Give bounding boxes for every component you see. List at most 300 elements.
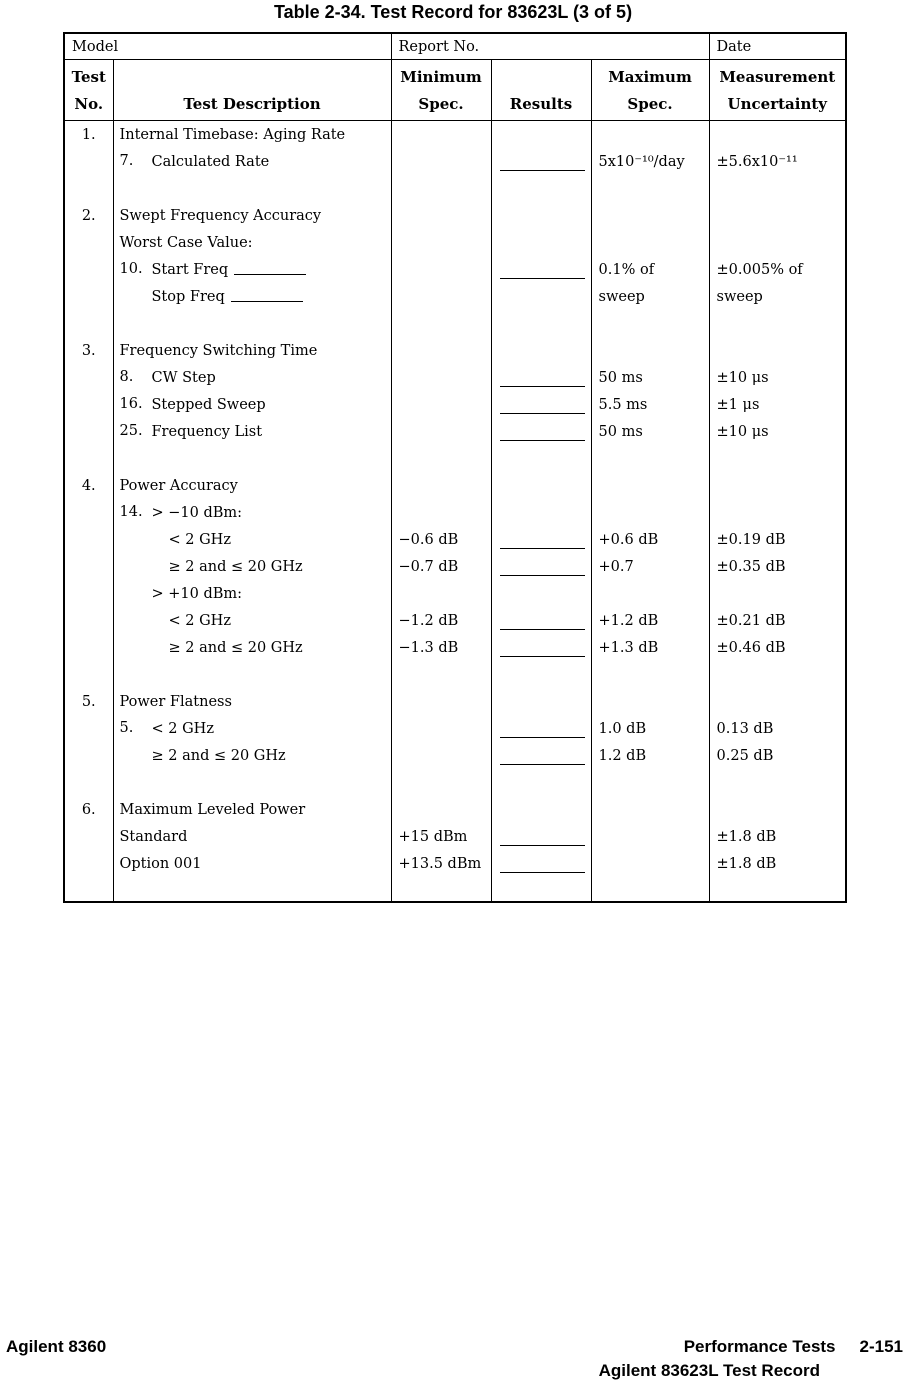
results-blank — [500, 746, 585, 765]
min-spec-cell — [391, 634, 491, 661]
description-text: Frequency Switching Time — [119, 343, 318, 359]
min-spec-cell — [391, 121, 491, 149]
test-no-cell — [64, 742, 113, 769]
spacer-row — [64, 769, 846, 796]
results-cell — [491, 202, 591, 229]
max-spec-value: +0.7 — [598, 559, 634, 575]
min-spec-cell — [391, 283, 491, 310]
test-number: 6. — [81, 802, 96, 818]
uncertainty-cell — [709, 256, 846, 283]
description-cell — [113, 445, 391, 472]
results-cell — [491, 121, 591, 149]
min-spec-cell — [391, 823, 491, 850]
uncertainty-cell — [709, 229, 846, 256]
table-row — [64, 229, 846, 256]
item-number: 5. — [119, 720, 134, 736]
uncertainty-value: ±1.8 dB — [716, 829, 777, 845]
table-row — [64, 472, 846, 499]
max-spec-value: sweep — [598, 289, 645, 305]
col-header-test-no — [64, 60, 113, 121]
uncertainty-cell — [709, 796, 846, 823]
table-row — [64, 418, 846, 445]
col-header-max-spec — [591, 60, 709, 121]
results-cell — [491, 553, 591, 580]
max-spec-cell — [591, 418, 709, 445]
uncertainty-cell — [709, 310, 846, 337]
max-spec-cell — [591, 769, 709, 796]
min-spec-cell — [391, 148, 491, 175]
results-cell — [491, 526, 591, 553]
uncertainty-cell — [709, 175, 846, 202]
max-spec-value: 5.5 ms — [598, 397, 648, 413]
min-spec-cell — [391, 661, 491, 688]
max-spec-cell — [591, 472, 709, 499]
test-no-cell — [64, 823, 113, 850]
table-row — [64, 337, 846, 364]
col-header-max-line1: Maximum — [608, 68, 692, 86]
uncertainty-cell — [709, 742, 846, 769]
uncertainty-cell — [709, 688, 846, 715]
col-header-min-line1: Minimum — [400, 68, 482, 86]
description-cell — [113, 688, 391, 715]
results-cell — [491, 499, 591, 526]
min-spec-value: −0.6 dB — [398, 532, 459, 548]
uncertainty-cell — [709, 823, 846, 850]
test-number: 2. — [81, 208, 96, 224]
min-spec-value: −1.3 dB — [398, 640, 459, 656]
max-spec-cell — [591, 850, 709, 877]
description-text: > +10 dBm: — [151, 586, 243, 602]
model-label: Model — [64, 33, 391, 60]
test-no-cell — [64, 607, 113, 634]
col-header-unc-line1: Measurement — [719, 68, 836, 86]
test-no-cell — [64, 310, 113, 337]
table-row — [64, 580, 846, 607]
uncertainty-cell — [709, 661, 846, 688]
description-cell — [113, 418, 391, 445]
table-row — [64, 148, 846, 175]
table-title: Table 2-34. Test Record for 83623L (3 of 5) — [273, 2, 633, 22]
max-spec-cell — [591, 553, 709, 580]
results-cell — [491, 742, 591, 769]
max-spec-cell — [591, 445, 709, 472]
results-cell — [491, 823, 591, 850]
description-text: Power Flatness — [119, 694, 232, 710]
test-no-cell — [64, 256, 113, 283]
max-spec-cell — [591, 121, 709, 149]
uncertainty-cell — [709, 445, 846, 472]
max-spec-cell — [591, 607, 709, 634]
table-row — [64, 715, 846, 742]
fill-in-blank — [234, 264, 306, 275]
max-spec-cell — [591, 256, 709, 283]
table-row — [64, 202, 846, 229]
min-spec-cell — [391, 229, 491, 256]
test-number: 4. — [81, 478, 96, 494]
table-row — [64, 796, 846, 823]
uncertainty-cell — [709, 580, 846, 607]
results-cell — [491, 283, 591, 310]
results-cell — [491, 661, 591, 688]
results-blank — [500, 638, 585, 657]
max-spec-cell — [591, 715, 709, 742]
results-cell — [491, 877, 591, 902]
test-no-cell — [64, 391, 113, 418]
min-spec-cell — [391, 553, 491, 580]
results-blank — [500, 530, 585, 549]
min-spec-cell — [391, 850, 491, 877]
uncertainty-cell — [709, 472, 846, 499]
uncertainty-cell — [709, 121, 846, 149]
test-no-cell — [64, 445, 113, 472]
description-cell — [113, 364, 391, 391]
date-label: Date — [709, 33, 846, 60]
description-cell — [113, 580, 391, 607]
table-row — [64, 364, 846, 391]
test-number: 1. — [81, 127, 96, 143]
min-spec-cell — [391, 688, 491, 715]
description-text: Worst Case Value: — [119, 235, 253, 251]
results-cell — [491, 472, 591, 499]
description-cell — [113, 229, 391, 256]
table-row — [64, 553, 846, 580]
max-spec-cell — [591, 823, 709, 850]
results-cell — [491, 796, 591, 823]
results-cell — [491, 850, 591, 877]
description-cell — [113, 715, 391, 742]
test-no-cell — [64, 121, 113, 149]
min-spec-value: +13.5 dBm — [398, 856, 482, 872]
description-cell — [113, 283, 391, 310]
uncertainty-value: ±0.005% of — [716, 262, 803, 278]
uncertainty-cell — [709, 634, 846, 661]
min-spec-value: +15 dBm — [398, 829, 468, 845]
max-spec-value: 5x10⁻¹⁰/day — [598, 154, 685, 170]
min-spec-cell — [391, 337, 491, 364]
test-no-cell — [64, 148, 113, 175]
min-spec-cell — [391, 499, 491, 526]
item-number: 14. — [119, 504, 143, 520]
table-row — [64, 823, 846, 850]
description-cell — [113, 850, 391, 877]
max-spec-value: 1.0 dB — [598, 721, 647, 737]
max-spec-cell — [591, 283, 709, 310]
test-record-table — [63, 32, 847, 903]
description-text: Power Accuracy — [119, 478, 238, 494]
results-cell — [491, 607, 591, 634]
table-row — [64, 742, 846, 769]
test-no-cell — [64, 715, 113, 742]
table-row — [64, 256, 846, 283]
min-spec-cell — [391, 256, 491, 283]
uncertainty-value: 0.13 dB — [716, 721, 774, 737]
test-no-cell — [64, 364, 113, 391]
uncertainty-cell — [709, 202, 846, 229]
description-cell — [113, 310, 391, 337]
results-cell — [491, 580, 591, 607]
min-spec-cell — [391, 769, 491, 796]
min-spec-cell — [391, 607, 491, 634]
footer-record-title: Agilent 83623L Test Record — [598, 1361, 820, 1380]
uncertainty-value: sweep — [716, 289, 763, 305]
max-spec-cell — [591, 877, 709, 902]
max-spec-cell — [591, 742, 709, 769]
min-spec-value: −0.7 dB — [398, 559, 459, 575]
max-spec-cell — [591, 526, 709, 553]
description-text: ≥ 2 and ≤ 20 GHz — [168, 640, 303, 656]
min-spec-value: −1.2 dB — [398, 613, 459, 629]
description-cell — [113, 121, 391, 149]
uncertainty-cell — [709, 526, 846, 553]
max-spec-cell — [591, 337, 709, 364]
description-cell — [113, 796, 391, 823]
fill-in-blank — [231, 291, 303, 302]
description-text: Calculated Rate — [151, 154, 270, 170]
table-row — [64, 688, 846, 715]
uncertainty-cell — [709, 364, 846, 391]
max-spec-cell — [591, 391, 709, 418]
min-spec-cell — [391, 877, 491, 902]
min-spec-cell — [391, 175, 491, 202]
max-spec-value: 50 ms — [598, 424, 643, 440]
test-no-cell — [64, 526, 113, 553]
table-row — [64, 283, 846, 310]
max-spec-cell — [591, 796, 709, 823]
description-cell — [113, 148, 391, 175]
max-spec-cell — [591, 580, 709, 607]
spacer-row — [64, 661, 846, 688]
description-text: Maximum Leveled Power — [119, 802, 306, 818]
test-no-cell — [64, 688, 113, 715]
results-blank — [500, 422, 585, 441]
min-spec-cell — [391, 202, 491, 229]
results-cell — [491, 310, 591, 337]
item-number: 16. — [119, 396, 143, 412]
results-blank — [500, 557, 585, 576]
uncertainty-value: ±1.8 dB — [716, 856, 777, 872]
results-blank — [500, 611, 585, 630]
results-cell — [491, 337, 591, 364]
min-spec-cell — [391, 742, 491, 769]
item-number: 25. — [119, 423, 143, 439]
description-text: Start Freq — [151, 262, 229, 278]
test-no-cell — [64, 877, 113, 902]
description-cell — [113, 526, 391, 553]
description-cell — [113, 742, 391, 769]
min-spec-cell — [391, 391, 491, 418]
max-spec-cell — [591, 634, 709, 661]
description-text: Stepped Sweep — [151, 397, 266, 413]
results-blank — [500, 854, 585, 873]
test-number: 5. — [81, 694, 96, 710]
uncertainty-cell — [709, 553, 846, 580]
uncertainty-cell — [709, 607, 846, 634]
min-spec-cell — [391, 472, 491, 499]
test-no-cell — [64, 418, 113, 445]
table-row — [64, 634, 846, 661]
max-spec-value: +1.2 dB — [598, 613, 659, 629]
spacer-row — [64, 877, 846, 902]
test-no-cell — [64, 661, 113, 688]
test-no-cell — [64, 634, 113, 661]
col-header-test-line1: Test — [71, 68, 106, 86]
max-spec-cell — [591, 688, 709, 715]
results-cell — [491, 229, 591, 256]
max-spec-cell — [591, 202, 709, 229]
table-row — [64, 499, 846, 526]
results-cell — [491, 256, 591, 283]
description-text: CW Step — [151, 370, 216, 386]
col-header-test-line2: No. — [74, 95, 104, 113]
item-number: 7. — [119, 153, 134, 169]
min-spec-cell — [391, 526, 491, 553]
col-header-max-line2: Spec. — [627, 95, 673, 113]
results-cell — [491, 418, 591, 445]
test-no-cell — [64, 202, 113, 229]
max-spec-value: 0.1% of — [598, 262, 655, 278]
uncertainty-cell — [709, 283, 846, 310]
description-text: Swept Frequency Accuracy — [119, 208, 322, 224]
test-no-cell — [64, 499, 113, 526]
description-cell — [113, 391, 391, 418]
description-text: Internal Timebase: Aging Rate — [119, 127, 346, 143]
test-no-cell — [64, 229, 113, 256]
description-cell — [113, 202, 391, 229]
test-number: 3. — [81, 343, 96, 359]
description-text: Frequency List — [151, 424, 263, 440]
description-cell — [113, 823, 391, 850]
min-spec-cell — [391, 310, 491, 337]
results-blank — [500, 152, 585, 171]
uncertainty-value: ±5.6x10⁻¹¹ — [716, 154, 798, 170]
table-row — [64, 121, 846, 149]
max-spec-cell — [591, 661, 709, 688]
max-spec-cell — [591, 310, 709, 337]
info-row — [64, 33, 846, 60]
description-cell — [113, 337, 391, 364]
test-no-cell — [64, 553, 113, 580]
description-text: < 2 GHz — [168, 613, 231, 629]
table-row — [64, 391, 846, 418]
col-header-description-label: Test Description — [183, 95, 321, 113]
test-no-cell — [64, 175, 113, 202]
col-header-unc-line2: Uncertainty — [727, 95, 828, 113]
footer-section — [684, 1337, 903, 1357]
uncertainty-value: ±0.35 dB — [716, 559, 786, 575]
test-no-cell — [64, 769, 113, 796]
results-blank — [500, 719, 585, 738]
description-text: > −10 dBm: — [151, 505, 243, 521]
min-spec-cell — [391, 445, 491, 472]
description-cell — [113, 661, 391, 688]
uncertainty-value: ±0.21 dB — [716, 613, 786, 629]
uncertainty-cell — [709, 769, 846, 796]
description-cell — [113, 553, 391, 580]
test-no-cell — [64, 283, 113, 310]
uncertainty-cell — [709, 850, 846, 877]
col-header-results-label: Results — [509, 95, 573, 113]
max-spec-value: 1.2 dB — [598, 748, 647, 764]
uncertainty-cell — [709, 715, 846, 742]
results-cell — [491, 175, 591, 202]
table-row — [64, 526, 846, 553]
uncertainty-cell — [709, 148, 846, 175]
description-text: Option 001 — [119, 856, 202, 872]
description-text: < 2 GHz — [168, 532, 231, 548]
col-header-description — [113, 60, 391, 121]
col-header-results — [491, 60, 591, 121]
uncertainty-value: ±1 μs — [716, 397, 760, 413]
report-no-label: Report No. — [391, 33, 709, 60]
max-spec-cell — [591, 148, 709, 175]
results-blank — [500, 368, 585, 387]
description-text: Standard — [119, 829, 188, 845]
results-blank — [500, 395, 585, 414]
results-cell — [491, 391, 591, 418]
footer-page-number: 2-151 — [859, 1337, 903, 1356]
results-cell — [491, 364, 591, 391]
table-row — [64, 607, 846, 634]
test-no-cell — [64, 337, 113, 364]
description-text: Stop Freq — [151, 289, 225, 305]
uncertainty-cell — [709, 337, 846, 364]
spacer-row — [64, 445, 846, 472]
description-cell — [113, 634, 391, 661]
item-number: 10. — [119, 261, 143, 277]
test-no-cell — [64, 472, 113, 499]
uncertainty-cell — [709, 391, 846, 418]
uncertainty-cell — [709, 877, 846, 902]
table-row — [64, 850, 846, 877]
results-cell — [491, 445, 591, 472]
results-cell — [491, 148, 591, 175]
max-spec-cell — [591, 175, 709, 202]
uncertainty-value: ±0.46 dB — [716, 640, 786, 656]
results-cell — [491, 715, 591, 742]
uncertainty-cell — [709, 499, 846, 526]
description-cell — [113, 607, 391, 634]
description-cell — [113, 769, 391, 796]
description-text: < 2 GHz — [151, 721, 214, 737]
min-spec-cell — [391, 715, 491, 742]
uncertainty-value: 0.25 dB — [716, 748, 774, 764]
max-spec-value: +0.6 dB — [598, 532, 659, 548]
max-spec-cell — [591, 364, 709, 391]
description-cell — [113, 472, 391, 499]
max-spec-value: 50 ms — [598, 370, 643, 386]
results-cell — [491, 634, 591, 661]
col-header-min-line2: Spec. — [418, 95, 464, 113]
col-header-min-spec — [391, 60, 491, 121]
test-no-cell — [64, 796, 113, 823]
spacer-row — [64, 175, 846, 202]
spacer-row — [64, 310, 846, 337]
results-cell — [491, 688, 591, 715]
description-cell — [113, 256, 391, 283]
min-spec-cell — [391, 580, 491, 607]
description-cell — [113, 499, 391, 526]
max-spec-value: +1.3 dB — [598, 640, 659, 656]
uncertainty-cell — [709, 418, 846, 445]
uncertainty-value: ±10 μs — [716, 424, 769, 440]
footer-product: Agilent 8360 — [6, 1337, 107, 1356]
max-spec-cell — [591, 499, 709, 526]
item-number: 8. — [119, 369, 134, 385]
max-spec-cell — [591, 229, 709, 256]
uncertainty-value: ±0.19 dB — [716, 532, 786, 548]
min-spec-cell — [391, 796, 491, 823]
test-table-body — [64, 121, 846, 903]
